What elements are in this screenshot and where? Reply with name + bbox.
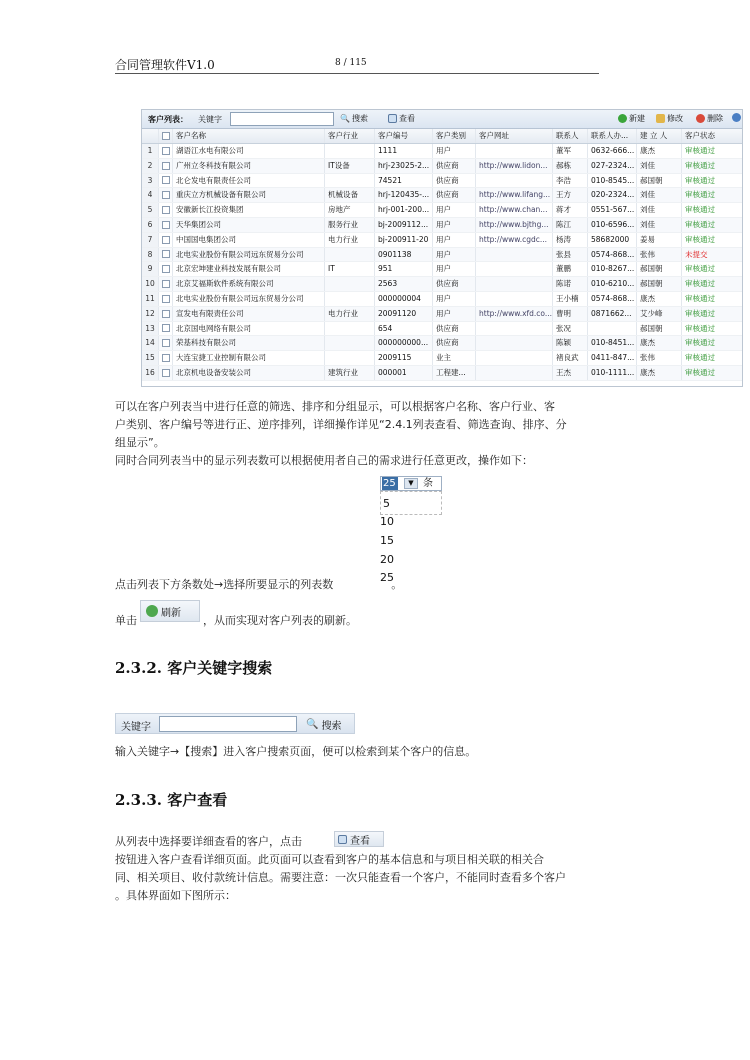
customer-industry: IT设备 [325,159,375,173]
contact-phone: 010-1111... [588,366,637,380]
customer-code: bj-2009112... [375,218,433,232]
contact-phone: 010-6596... [588,218,637,232]
contact-phone: 58682000 [588,233,637,247]
contact-person: 李浩 [553,174,588,188]
contact-person: 杨涛 [553,233,588,247]
grid-header: 客户名称 客户行业 客户编号 客户类别 客户网址 联系人 联系人办... 建 立 人 客户状态 [142,129,742,144]
contact-person: 陈江 [553,218,588,232]
table-row[interactable] [142,292,742,307]
page-size-unit: 条 [423,478,433,489]
edit-button[interactable]: 修改 [656,113,683,124]
view-button[interactable]: 查看 [388,113,415,124]
search-button[interactable]: 🔍 搜索 [306,719,342,732]
creator: 张伟 [637,351,682,365]
customer-website [476,292,553,306]
contact-phone: 010-8451... [588,336,637,350]
row-checkbox[interactable] [159,262,173,276]
customer-type: 工程建... [433,366,476,380]
customer-website [476,366,553,380]
table-row[interactable] [142,307,742,322]
creator: 康杰 [637,366,682,380]
customer-status: 审核通过 [685,219,715,229]
creator: 郝国朝 [637,322,682,336]
customer-type: 供应商 [433,188,476,202]
customer-status: 审核通过 [685,308,715,318]
table-row[interactable] [142,159,742,174]
doc-title: 合同管理软件V1.0 [115,58,215,72]
customer-code: bj-200911-20 [375,233,433,247]
contact-phone [588,322,637,336]
customer-status: 审核通过 [685,338,715,348]
contact-person: 王方 [553,188,588,202]
row-number: 7 [142,233,159,247]
customer-name: 北京艾福斯软件系统有限公司 [173,277,325,291]
customer-status: 审核通过 [685,279,715,289]
customer-type: 用户 [433,144,476,158]
row-checkbox[interactable] [159,188,173,202]
refresh-icon [146,605,158,617]
customer-type: 供应商 [433,174,476,188]
paragraph: 输入关键字→【搜索】进入客户搜索页面，便可以检索到某个客户的信息。 [115,745,477,758]
customer-status: 审核通过 [685,160,715,170]
customer-type: 供应商 [433,159,476,173]
paragraph: 可以在客户列表当中进行任意的筛选、排序和分组显示，可以根据客户名称、客户行业、客 户类别、客户编号等进行正、逆序排列，详细操作详见“2.4.1列表查看、筛选查询、排序、分 组显示”。 同时合同列表当中的显示列表数可以根据使用者自己的需求进行任意更改，操作如下： [115,400,567,467]
creator: 艾少峰 [637,307,682,321]
customer-name: 天华集团公司 [173,218,325,232]
customer-industry [325,248,375,262]
customer-type: 用户 [433,233,476,247]
customer-name: 北仑发电有限责任公司 [173,174,325,188]
customer-website [476,174,553,188]
customer-status: 审核通过 [685,190,715,200]
customer-status: 审核通过 [685,323,715,333]
contact-phone: 0411-847... [588,351,637,365]
creator: 康杰 [637,292,682,306]
grid-icon [388,114,397,123]
row-number: 14 [142,336,159,350]
customer-name: 重庆立方机械设备有限公司 [173,188,325,202]
row-checkbox[interactable] [159,366,173,380]
customer-website: http://www.lidon... [476,159,553,173]
creator: 张伟 [637,248,682,262]
customer-code: 951 [375,262,433,276]
page-size-option[interactable]: 10 [380,515,394,528]
paragraph: 从列表中选择要详细查看的客户，点击 按钮进入客户查看详细页面。此页面可以查看到客户的基本信息和与项目相关联的相关合 同、相关项目、收付款统计信息。需要注意：一次只能查看一个客户，不能同时查看多个客户 。具体界面如下图所示： [115,835,566,902]
add-icon [618,114,627,123]
delete-icon [696,114,705,123]
row-checkbox[interactable] [159,203,173,217]
delete-button[interactable]: 删除 [696,113,723,124]
customer-website: http://www.chan... [476,203,553,217]
row-checkbox[interactable] [159,351,173,365]
row-number: 9 [142,262,159,276]
customer-code: hrj-23025-2... [375,159,433,173]
customer-code: 0901138 [375,248,433,262]
customer-website: http://www.lifang... [476,188,553,202]
contact-phone: 010-8545... [588,174,637,188]
new-button[interactable]: 新建 [618,113,645,124]
row-checkbox[interactable] [159,277,173,291]
contact-person: 褚良武 [553,351,588,365]
row-number: 1 [142,144,159,158]
customer-code: 74521 [375,174,433,188]
customer-type: 供应商 [433,336,476,350]
customer-website [476,277,553,291]
customer-type: 业主 [433,351,476,365]
customer-type: 用户 [433,203,476,217]
customer-industry: 机械设备 [325,188,375,202]
customer-name: 北京国电网络有限公司 [173,322,325,336]
keyword-search-bar [115,713,355,734]
table-row[interactable] [142,262,742,277]
contact-phone: 0871662... [588,307,637,321]
customer-status: 审核通过 [685,205,715,215]
row-number: 13 [142,322,159,336]
customer-code: hrj-001-200... [375,203,433,217]
contact-phone: 0632-666... [588,144,637,158]
row-number: 10 [142,277,159,291]
search-icon: 🔍 [340,114,350,123]
contact-person: 蒋才 [553,203,588,217]
customer-status: 审核通过 [685,175,715,185]
customer-industry [325,174,375,188]
search-button[interactable]: 🔍 搜索 [340,114,368,123]
table-row[interactable] [142,248,742,263]
page-size-value: 25 [382,477,398,490]
grid-body [142,144,742,381]
customer-website: http://www.bjthg... [476,218,553,232]
table-row[interactable] [142,144,742,159]
creator: 郝国朝 [637,174,682,188]
customer-status: 审核通过 [685,264,715,274]
page-size-dropdown[interactable] [380,476,442,514]
customer-industry: 服务行业 [325,218,375,232]
table-row[interactable] [142,322,742,337]
customer-name: 北电实业股份有限公司远东贸易分公司 [173,292,325,306]
creator: 郝国朝 [637,277,682,291]
grid-toolbar [142,110,742,129]
row-checkbox[interactable] [159,307,173,321]
search-icon: 🔍 [306,719,319,730]
page-size-option[interactable]: 5 [383,497,390,510]
customer-type: 用户 [433,248,476,262]
creator: 康杰 [637,144,682,158]
keyword-input[interactable] [159,716,297,732]
customer-industry [325,336,375,350]
grid-icon [338,835,347,844]
contact-phone: 0574-868... [588,248,637,262]
customer-website [476,322,553,336]
customer-code: 2009115 [375,351,433,365]
contact-phone: 010-6210... [588,277,637,291]
row-number: 16 [142,366,159,380]
contact-person: 张况 [553,322,588,336]
customer-code: 654 [375,322,433,336]
customer-code: 000000004 [375,292,433,306]
customer-type: 用户 [433,307,476,321]
table-row[interactable] [142,351,742,366]
customer-name: 北京宏坤建业科技发展有限公司 [173,262,325,276]
paragraph: 单击 ，从而实现对客户列表的刷新。 [115,614,357,627]
customer-status: 审核通过 [685,234,715,244]
help-button[interactable] [732,113,741,122]
customer-website [476,336,553,350]
keyword-label: 关键字 [198,115,222,124]
customer-list-screenshot [141,109,743,387]
customer-name: 宣发电有限责任公司 [173,307,325,321]
table-row[interactable] [142,336,742,351]
customer-status: 审核通过 [685,367,715,377]
customer-industry [325,322,375,336]
page-size-option[interactable]: 20 [380,553,394,566]
customer-name: 北电实业股份有限公司远东贸易分公司 [173,248,325,262]
customer-code: 000001 [375,366,433,380]
keyword-label: 关键字 [121,722,151,733]
customer-name: 广州立冬科技有限公司 [173,159,325,173]
table-row[interactable] [142,188,742,203]
creator: 郝国朝 [637,262,682,276]
grid-title: 客户列表： [148,115,188,124]
select-all-checkbox[interactable] [159,129,173,143]
customer-website [476,144,553,158]
row-number: 6 [142,218,159,232]
section-heading: 2.3.2. 客户关键字搜索 [115,659,273,677]
creator: 康杰 [637,336,682,350]
row-checkbox[interactable] [159,292,173,306]
table-row[interactable] [142,218,742,233]
contact-phone: 010-8267... [588,262,637,276]
page-size-option[interactable]: 15 [380,534,394,547]
help-icon [732,113,741,122]
row-checkbox[interactable] [159,174,173,188]
contact-phone: 0551-567... [588,203,637,217]
customer-industry [325,351,375,365]
customer-status: 审核通过 [685,293,715,303]
customer-industry [325,144,375,158]
page-number: 8 / 115 [335,58,367,68]
row-number: 8 [142,248,159,262]
customer-code: 000000000... [375,336,433,350]
creator: 刘佳 [637,188,682,202]
customer-industry: 电力行业 [325,233,375,247]
row-number: 3 [142,174,159,188]
keyword-input[interactable] [230,112,334,126]
row-number: 2 [142,159,159,173]
customer-website [476,351,553,365]
table-row[interactable] [142,277,742,292]
table-row[interactable] [142,233,742,248]
customer-name: 大连宝捷工业控制有限公司 [173,351,325,365]
customer-website [476,262,553,276]
contact-phone: 027-2324... [588,159,637,173]
row-number: 12 [142,307,159,321]
table-row[interactable] [142,174,742,189]
customer-type: 用户 [433,262,476,276]
row-number: 5 [142,203,159,217]
contact-person: 郝栋 [553,159,588,173]
customer-industry [325,292,375,306]
customer-type: 供应商 [433,322,476,336]
customer-type: 用户 [433,218,476,232]
customer-industry: IT [325,262,375,276]
page-header [115,56,599,74]
contact-person: 曹明 [553,307,588,321]
customer-name: 荣基科技有限公司 [173,336,325,350]
customer-status: 审核通过 [685,146,715,155]
creator: 刘佳 [637,159,682,173]
contact-person: 董鹏 [553,262,588,276]
customer-code: hrj-120435-... [375,188,433,202]
section-heading: 2.3.3. 客户查看 [115,791,228,809]
contact-person: 王小楠 [553,292,588,306]
customer-type: 供应商 [433,277,476,291]
contact-phone: 0574-868... [588,292,637,306]
customer-name: 北京机电设备安装公司 [173,366,325,380]
row-number: 11 [142,292,159,306]
customer-name: 中国国电集团公司 [173,233,325,247]
pencil-icon [656,114,665,123]
row-checkbox[interactable] [159,233,173,247]
customer-industry: 电力行业 [325,307,375,321]
customer-code: 20091120 [375,307,433,321]
row-number: 4 [142,188,159,202]
contact-person: 王杰 [553,366,588,380]
contact-person: 陈颖 [553,336,588,350]
customer-website: http://www.xfd.co... [476,307,553,321]
customer-status: 未提交 [685,249,708,259]
row-checkbox[interactable] [159,336,173,350]
customer-industry [325,277,375,291]
row-checkbox[interactable] [159,322,173,336]
customer-code: 1111 [375,144,433,158]
customer-name: 安徽新长江投资集团 [173,203,325,217]
customer-name: 湖语江水电有限公司 [173,144,325,158]
customer-industry: 房地产 [325,203,375,217]
customer-code: 2563 [375,277,433,291]
contact-person: 陈诺 [553,277,588,291]
creator: 姜易 [637,233,682,247]
chevron-down-icon[interactable]: ▼ [404,478,418,489]
row-checkbox[interactable] [159,159,173,173]
table-row[interactable] [142,203,742,218]
customer-website [476,248,553,262]
customer-website: http://www.cgdc... [476,233,553,247]
row-checkbox[interactable] [159,218,173,232]
row-checkbox[interactable] [159,248,173,262]
customer-type: 用户 [433,292,476,306]
paragraph: 点击列表下方条数处→选择所要显示的列表数 。 [115,578,403,591]
view-button[interactable]: 查看 [334,831,384,847]
contact-person: 张县 [553,248,588,262]
table-row[interactable] [142,366,742,381]
row-checkbox[interactable] [159,144,173,158]
row-number: 15 [142,351,159,365]
page-size-option[interactable]: 25 [380,571,394,584]
customer-industry: 建筑行业 [325,366,375,380]
creator: 刘佳 [637,218,682,232]
creator: 刘佳 [637,203,682,217]
refresh-button[interactable]: 刷新 [140,600,200,622]
contact-person: 董军 [553,144,588,158]
contact-phone: 020-2324... [588,188,637,202]
customer-status: 审核通过 [685,353,715,363]
